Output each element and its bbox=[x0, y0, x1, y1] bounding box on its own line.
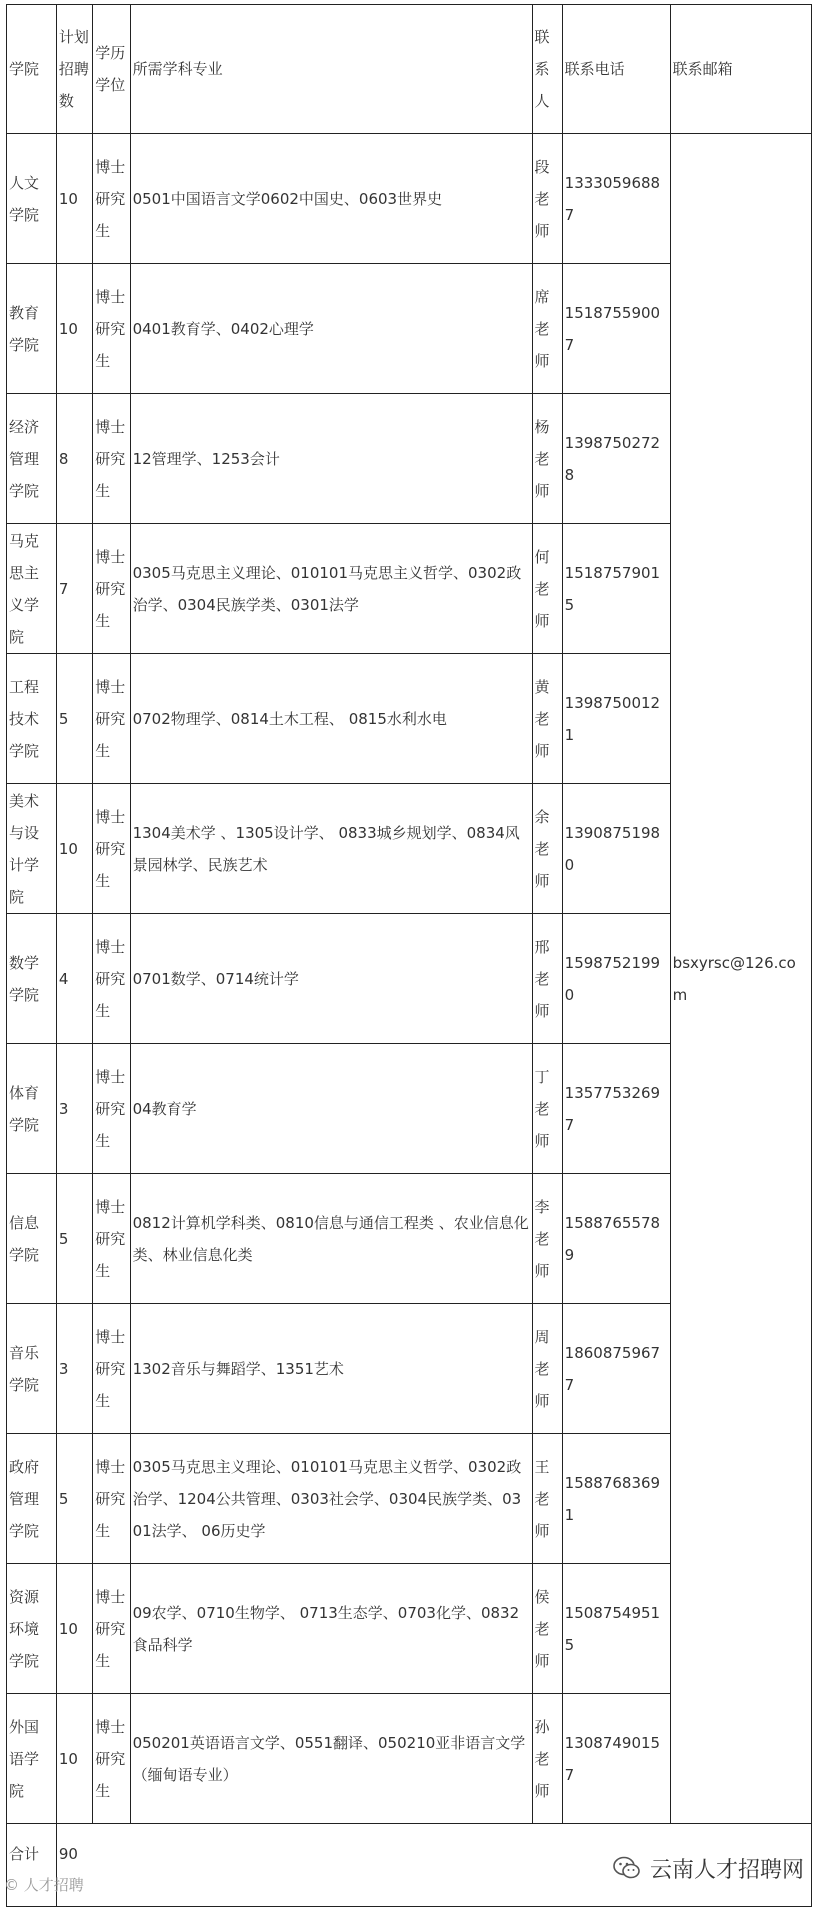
table-row bbox=[7, 134, 812, 264]
header-degree: 学历学位 bbox=[93, 5, 130, 134]
cell-phone: 15987521990 bbox=[562, 914, 670, 1044]
header-contact: 联系人 bbox=[532, 5, 562, 134]
cell-major: 0812计算机学科类、0810信息与通信工程类 、农业信息化类、林业信息化类 bbox=[130, 1174, 532, 1304]
header-row bbox=[7, 5, 812, 134]
wechat-icon bbox=[612, 1855, 642, 1881]
cell-contact: 杨老师 bbox=[532, 394, 562, 524]
header-phone: 联系电话 bbox=[562, 5, 670, 134]
cell-degree: 博士研究生 bbox=[93, 1434, 130, 1564]
cell-phone: 18608759677 bbox=[562, 1304, 670, 1434]
cell-college: 体育学院 bbox=[7, 1044, 57, 1174]
watermark-text: 云南人才招聘网 bbox=[650, 1857, 805, 1883]
watermark bbox=[612, 1853, 804, 1883]
header-major: 所需学科专业 bbox=[130, 5, 532, 134]
cell-degree: 博士研究生 bbox=[93, 1044, 130, 1174]
cell-college: 政府管理学院 bbox=[7, 1434, 57, 1564]
cell-major: 0701数学、0714统计学 bbox=[130, 914, 532, 1044]
cell-major: 0702物理学、0814土木工程、 0815水利水电 bbox=[130, 654, 532, 784]
cell-phone: 15887655789 bbox=[562, 1174, 670, 1304]
cell-degree: 博士研究生 bbox=[93, 914, 130, 1044]
cell-phone: 13330596887 bbox=[562, 134, 670, 264]
cell-plan: 3 bbox=[56, 1304, 92, 1434]
cell-major: 050201英语语言文学、0551翻译、050210亚非语言文学（缅甸语专业） bbox=[130, 1694, 532, 1824]
cell-degree: 博士研究生 bbox=[93, 524, 130, 654]
cell-plan: 3 bbox=[56, 1044, 92, 1174]
cell-phone: 13908751980 bbox=[562, 784, 670, 914]
cell-degree: 博士研究生 bbox=[93, 134, 130, 264]
cell-plan: 10 bbox=[56, 1694, 92, 1824]
cell-plan: 5 bbox=[56, 1434, 92, 1564]
cell-plan: 4 bbox=[56, 914, 92, 1044]
cell-contact: 王老师 bbox=[532, 1434, 562, 1564]
cell-contact: 余老师 bbox=[532, 784, 562, 914]
cell-phone: 15087549515 bbox=[562, 1564, 670, 1694]
cell-degree: 博士研究生 bbox=[93, 1174, 130, 1304]
cell-plan: 10 bbox=[56, 134, 92, 264]
header-college: 学院 bbox=[7, 5, 57, 134]
cell-college: 资源环境学院 bbox=[7, 1564, 57, 1694]
header-plan: 计划招聘数 bbox=[56, 5, 92, 134]
cell-contact: 丁老师 bbox=[532, 1044, 562, 1174]
cell-plan: 5 bbox=[56, 654, 92, 784]
cell-major: 0305马克思主义理论、010101马克思主义哲学、0302政治学、0304民族学类、0301法学 bbox=[130, 524, 532, 654]
cell-plan: 8 bbox=[56, 394, 92, 524]
cell-plan: 10 bbox=[56, 1564, 92, 1694]
cell-degree: 博士研究生 bbox=[93, 654, 130, 784]
cell-major: 12管理学、1253会计 bbox=[130, 394, 532, 524]
bottom-watermark: © 人才招聘 bbox=[4, 1876, 84, 1894]
cell-major: 0305马克思主义理论、010101马克思主义哲学、0302政治学、1204公共管理、0303社会学、0304民族学类、0301法学、 06历史学 bbox=[130, 1434, 532, 1564]
cell-degree: 博士研究生 bbox=[93, 264, 130, 394]
cell-contact: 黄老师 bbox=[532, 654, 562, 784]
header-email: 联系邮箱 bbox=[670, 5, 811, 134]
cell-college: 信息学院 bbox=[7, 1174, 57, 1304]
cell-college: 美术与设计学院 bbox=[7, 784, 57, 914]
cell-phone: 13577532697 bbox=[562, 1044, 670, 1174]
cell-phone: 13087490157 bbox=[562, 1694, 670, 1824]
recruitment-table bbox=[6, 4, 812, 1907]
cell-contact: 侯老师 bbox=[532, 1564, 562, 1694]
cell-degree: 博士研究生 bbox=[93, 1694, 130, 1824]
cell-contact: 周老师 bbox=[532, 1304, 562, 1434]
cell-plan: 10 bbox=[56, 784, 92, 914]
cell-college: 教育学院 bbox=[7, 264, 57, 394]
cell-phone: 13987502728 bbox=[562, 394, 670, 524]
cell-phone: 13987500121 bbox=[562, 654, 670, 784]
cell-plan: 10 bbox=[56, 264, 92, 394]
cell-contact: 段老师 bbox=[532, 134, 562, 264]
cell-major: 0501中国语言文学0602中国史、0603世界史 bbox=[130, 134, 532, 264]
cell-college: 马克思主义学院 bbox=[7, 524, 57, 654]
cell-contact: 何老师 bbox=[532, 524, 562, 654]
cell-plan: 7 bbox=[56, 524, 92, 654]
contact-email: bsxyrsc@126.com bbox=[670, 134, 811, 1824]
cell-contact: 邢老师 bbox=[532, 914, 562, 1044]
cell-major: 04教育学 bbox=[130, 1044, 532, 1174]
cell-college: 外国语学院 bbox=[7, 1694, 57, 1824]
total-label: 合计 bbox=[7, 1824, 57, 1907]
cell-plan: 5 bbox=[56, 1174, 92, 1304]
cell-contact: 席老师 bbox=[532, 264, 562, 394]
cell-college: 数学学院 bbox=[7, 914, 57, 1044]
cell-college: 经济管理学院 bbox=[7, 394, 57, 524]
cell-degree: 博士研究生 bbox=[93, 1564, 130, 1694]
cell-college: 工程技术学院 bbox=[7, 654, 57, 784]
cell-major: 1304美术学 、1305设计学、 0833城乡规划学、0834风景园林学、民族艺术 bbox=[130, 784, 532, 914]
cell-college: 音乐学院 bbox=[7, 1304, 57, 1434]
cell-major: 0401教育学、0402心理学 bbox=[130, 264, 532, 394]
cell-phone: 15887683691 bbox=[562, 1434, 670, 1564]
cell-degree: 博士研究生 bbox=[93, 394, 130, 524]
cell-contact: 李老师 bbox=[532, 1174, 562, 1304]
cell-degree: 博士研究生 bbox=[93, 784, 130, 914]
cell-college: 人文学院 bbox=[7, 134, 57, 264]
cell-degree: 博士研究生 bbox=[93, 1304, 130, 1434]
total-value: 90 bbox=[56, 1824, 811, 1907]
cell-phone: 15187579015 bbox=[562, 524, 670, 654]
cell-major: 1302音乐与舞蹈学、1351艺术 bbox=[130, 1304, 532, 1434]
cell-phone: 15187559007 bbox=[562, 264, 670, 394]
cell-contact: 孙老师 bbox=[532, 1694, 562, 1824]
cell-major: 09农学、0710生物学、 0713生态学、0703化学、0832食品科学 bbox=[130, 1564, 532, 1694]
